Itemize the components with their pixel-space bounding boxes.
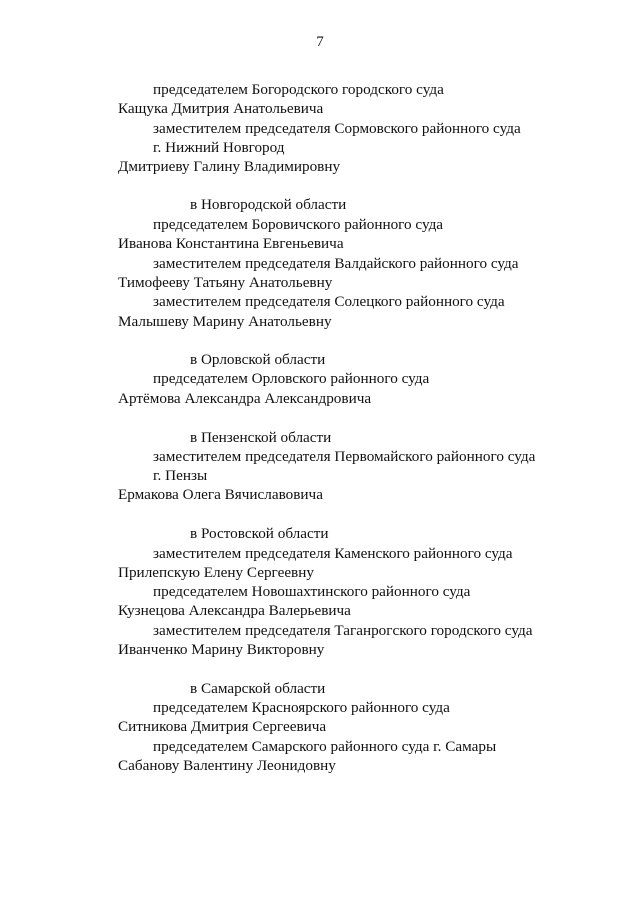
appointee-name: Ситникова Дмитрия Сергеевича	[118, 718, 327, 735]
position-line: председателем Самарского районного суда г. Самары	[153, 738, 497, 755]
region-heading: в Орловской области	[190, 351, 326, 368]
appointee-name: Тимофееву Татьяну Анатольевну	[118, 274, 333, 291]
appointee-name: Прилепскую Елену Сергеевну	[118, 564, 314, 581]
position-line: заместителем председателя Первомайского районного суда	[153, 448, 536, 465]
position-line: заместителем председателя Каменского районного суда	[153, 545, 513, 562]
appointee-name: Кузнецова Александра Валерьевича	[118, 602, 351, 619]
appointee-name: Иванченко Марину Викторовну	[118, 641, 325, 658]
region-heading: в Ростовской области	[190, 525, 329, 542]
position-line: председателем Орловского районного суда	[153, 370, 430, 387]
position-line: заместителем председателя Сормовского районного суда	[153, 120, 521, 137]
position-line: председателем Новошахтинского районного суда	[153, 583, 471, 600]
appointee-name: Артёмова Александра Александровича	[118, 390, 372, 407]
position-line: заместителем председателя Солецкого районного суда	[153, 293, 505, 310]
appointee-name: Ермакова Олега Вячиславовича	[118, 486, 323, 503]
appointee-name: Кащука Дмитрия Анатольевича	[118, 100, 324, 117]
position-line: председателем Боровичского районного суда	[153, 216, 444, 233]
position-continuation: г. Нижний Новгород	[153, 139, 285, 156]
appointee-name: Сабанову Валентину Леонидовну	[118, 757, 336, 774]
appointee-name: Иванова Константина Евгеньевича	[118, 235, 344, 252]
appointee-name: Малышеву Марину Анатольевну	[118, 313, 332, 330]
region-heading: в Самарской области	[190, 680, 326, 697]
position-line: заместителем председателя Таганрогского городского суда	[153, 622, 533, 639]
page-number: 7	[316, 34, 324, 50]
appointee-name: Дмитриеву Галину Владимировну	[118, 158, 341, 175]
position-continuation: г. Пензы	[153, 467, 208, 484]
position-line: заместителем председателя Валдайского районного суда	[153, 255, 519, 272]
region-heading: в Новгородской области	[190, 196, 347, 213]
region-heading: в Пензенской области	[190, 429, 332, 446]
position-line: председателем Богородского городского суда	[153, 81, 444, 98]
position-line: председателем Красноярского районного суда	[153, 699, 450, 716]
